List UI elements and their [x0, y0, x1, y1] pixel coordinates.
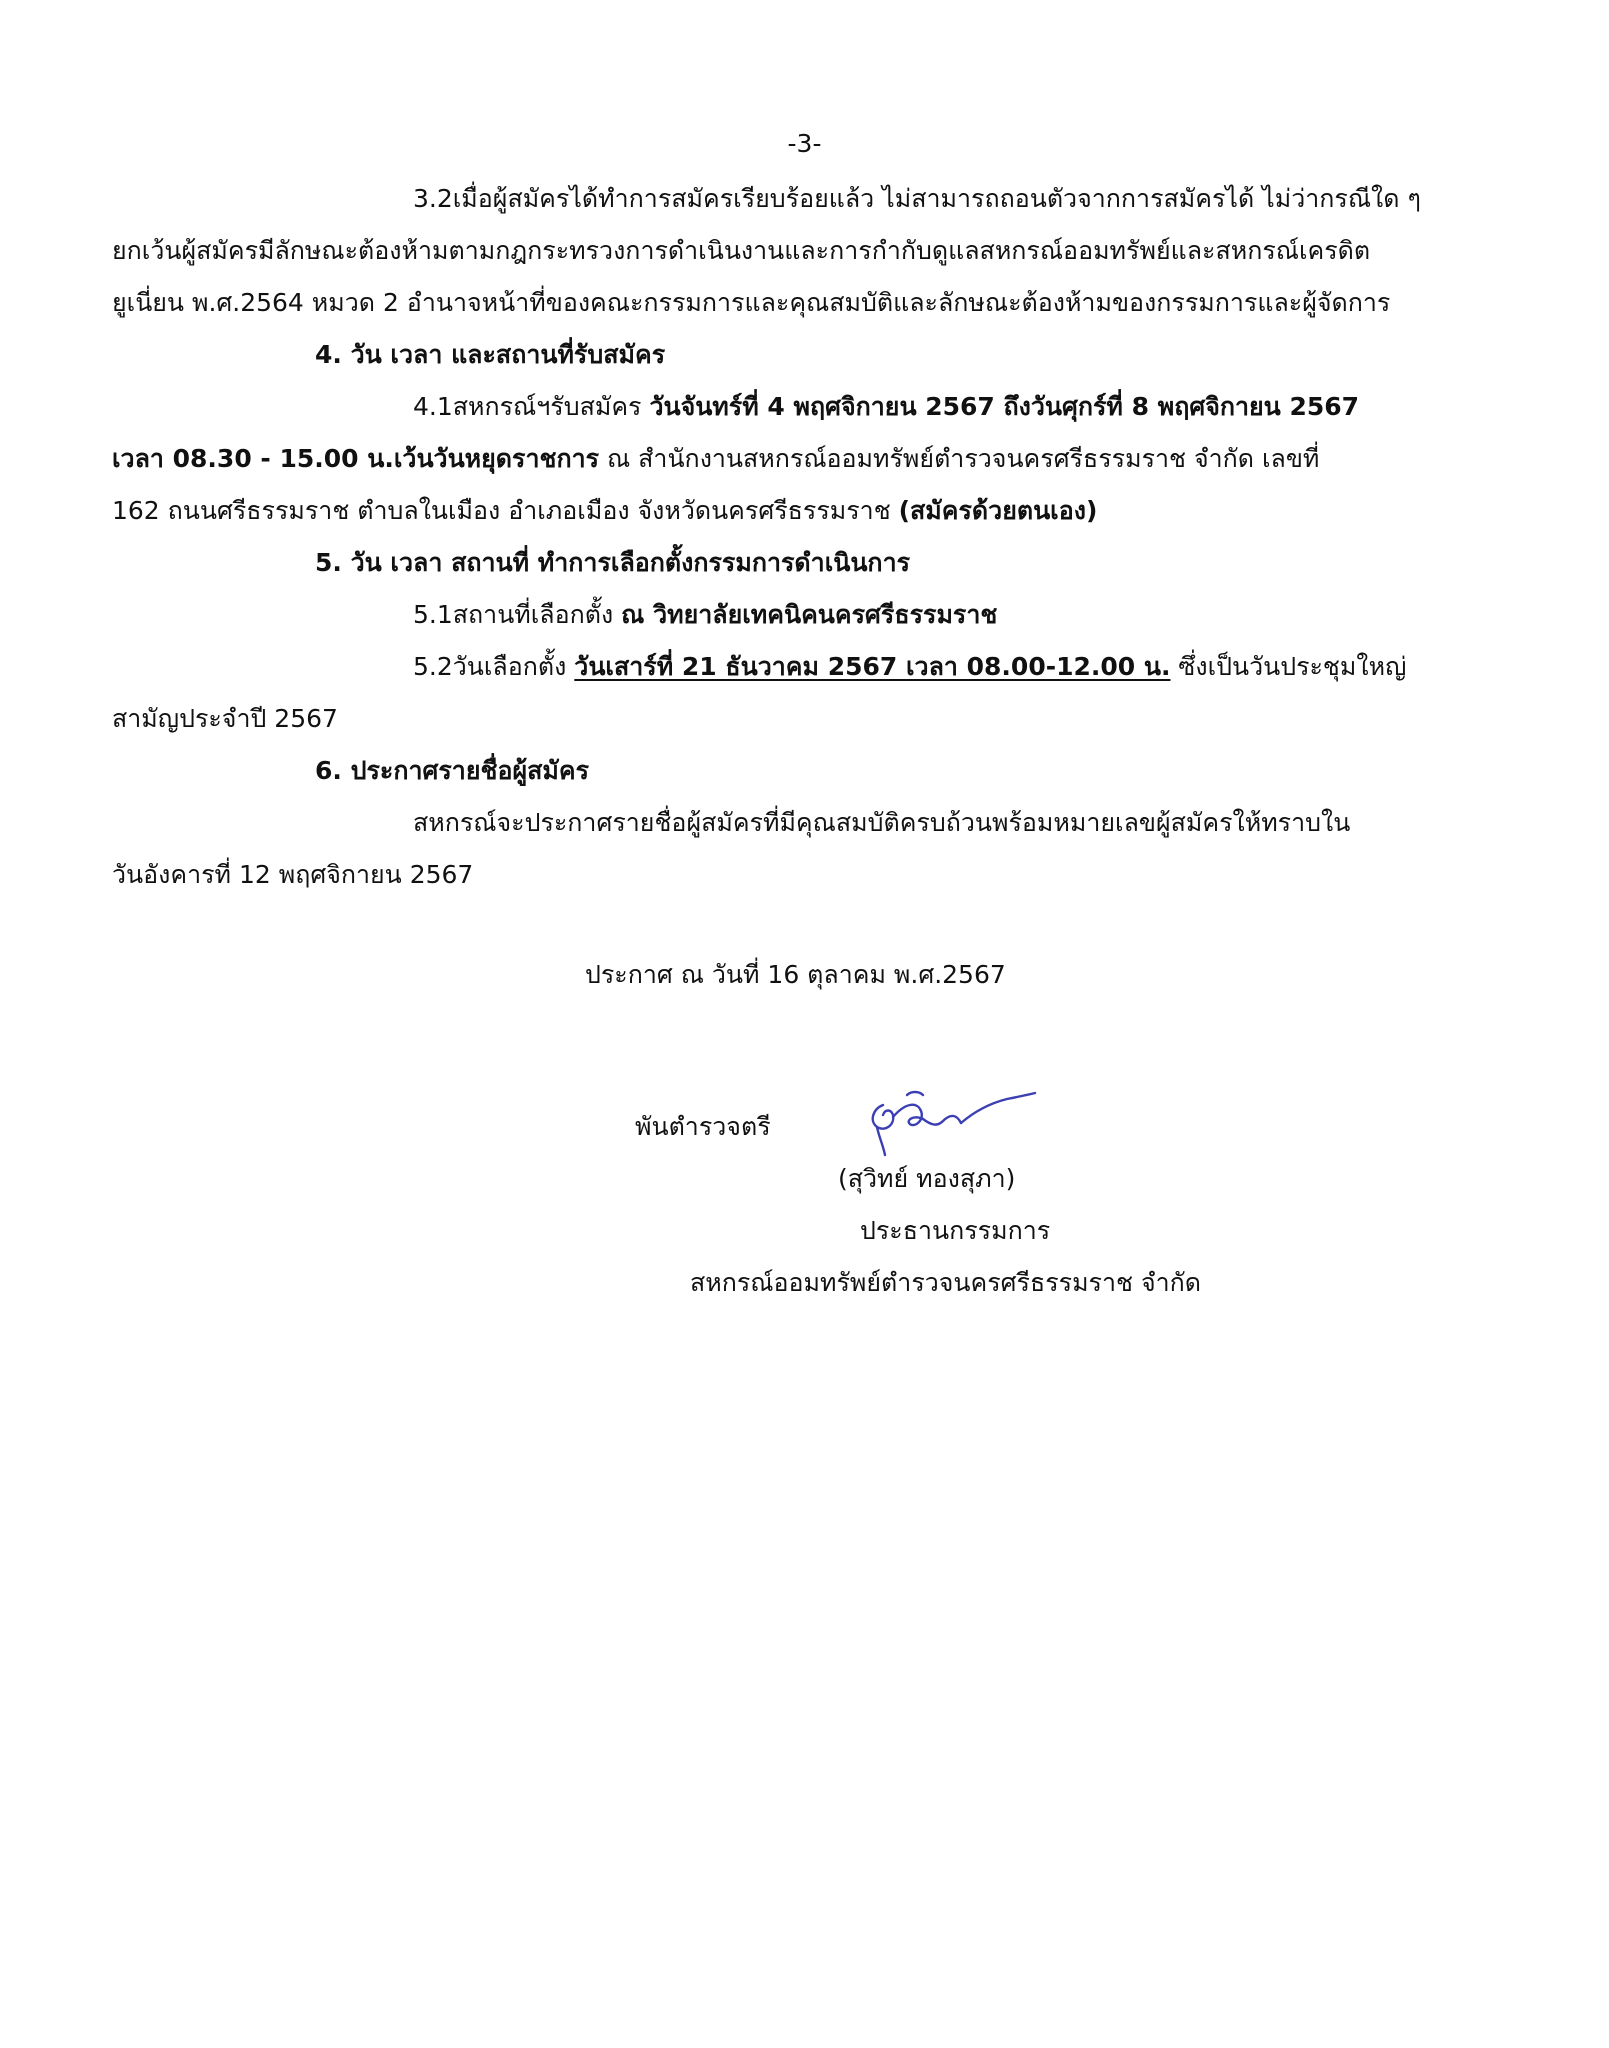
paragraph-5-2-line-1 — [413, 650, 1406, 684]
election-venue-label: 5.1สถานที่เลือกตั้ง — [413, 600, 622, 629]
signer-organization: สหกรณ์ออมทรัพย์ตำรวจนครศรีธรรมราช จำกัด — [690, 1268, 1201, 1297]
paragraph-4-1-intro: 4.1สหกรณ์ฯรับสมัคร — [413, 392, 650, 421]
application-office: ณ สำนักงานสหกรณ์ออมทรัพย์ตำรวจนครศรีธรรมราช จำกัด เลขที่ — [599, 444, 1320, 473]
announcement-date: ประกาศ ณ วันที่ 16 ตุลาคม พ.ศ.2567 — [585, 960, 1006, 989]
handwritten-signature — [865, 1085, 1040, 1160]
paragraph-6-line-2: วันอังคารที่ 12 พฤศจิกายน 2567 — [112, 860, 474, 889]
office-address: 162 ถนนศรีธรรมราช ตำบลในเมือง อำเภอเมือง จังหวัดนครศรีธรรมราช — [112, 496, 899, 525]
paragraph-3-2-line-2: ยกเว้นผู้สมัครมีลักษณะต้องห้ามตามกฎกระทรวงการดำเนินงานและการกำกับดูแลสหกรณ์ออมทรัพย์และสหกรณ์เครดิต — [112, 236, 1371, 265]
election-venue: ณ วิทยาลัยเทคนิคนครศรีธรรมราช — [621, 600, 998, 629]
election-date-label: 5.2วันเลือกตั้ง — [413, 652, 575, 681]
application-hours: เวลา 08.30 - 15.00 น.เว้นวันหยุดราชการ — [112, 444, 600, 473]
paragraph-5-2-line-2: สามัญประจำปี 2567 — [112, 704, 338, 733]
paragraph-5-1 — [413, 598, 997, 632]
paragraph-4-1-line-2 — [112, 442, 1319, 476]
paragraph-3-2-line-3: ยูเนี่ยน พ.ศ.2564 หมวด 2 อำนาจหน้าที่ของคณะกรรมการและคุณสมบัติและลักษณะต้องห้ามของกรรมการและผู้จัดการ — [112, 288, 1391, 317]
signer-name: (สุวิทย์ ทองสุภา) — [838, 1164, 1016, 1193]
section-5-heading: 5. วัน เวลา สถานที่ ทำการเลือกตั้งกรรมการดำเนินการ — [315, 548, 911, 577]
paragraph-4-1-line-3 — [112, 494, 1097, 528]
section-6-heading: 6. ประกาศรายชื่อผู้สมัคร — [315, 756, 589, 785]
paragraph-6-line-1: สหกรณ์จะประกาศรายชื่อผู้สมัครที่มีคุณสมบัติครบถ้วนพร้อมหมายเลขผู้สมัครให้ทราบใน — [413, 808, 1351, 837]
election-date: วันเสาร์ที่ 21 ธันวาคม 2567 เวลา 08.00-12.00 น. — [574, 652, 1171, 681]
signer-rank: พันตำรวจตรี — [635, 1112, 771, 1141]
paragraph-3-2-line-1: 3.2เมื่อผู้สมัครได้ทำการสมัครเรียบร้อยแล้ว ไม่สามารถถอนตัวจากการสมัครได้ ไม่ว่ากรณีใด ๆ — [413, 184, 1421, 213]
election-date-tail: ซึ่งเป็นวันประชุมใหญ่ — [1170, 652, 1407, 681]
section-4-heading: 4. วัน เวลา และสถานที่รับสมัคร — [315, 340, 666, 369]
paragraph-4-1-line-1 — [413, 390, 1359, 424]
page-number: -3- — [787, 129, 822, 158]
application-period: วันจันทร์ที่ 4 พฤศจิกายน 2567 ถึงวันศุกร์ที่ 8 พฤศจิกายน 2567 — [649, 392, 1360, 421]
apply-in-person-note: (สมัครด้วยตนเอง) — [898, 496, 1098, 525]
signer-position: ประธานกรรมการ — [860, 1216, 1051, 1245]
